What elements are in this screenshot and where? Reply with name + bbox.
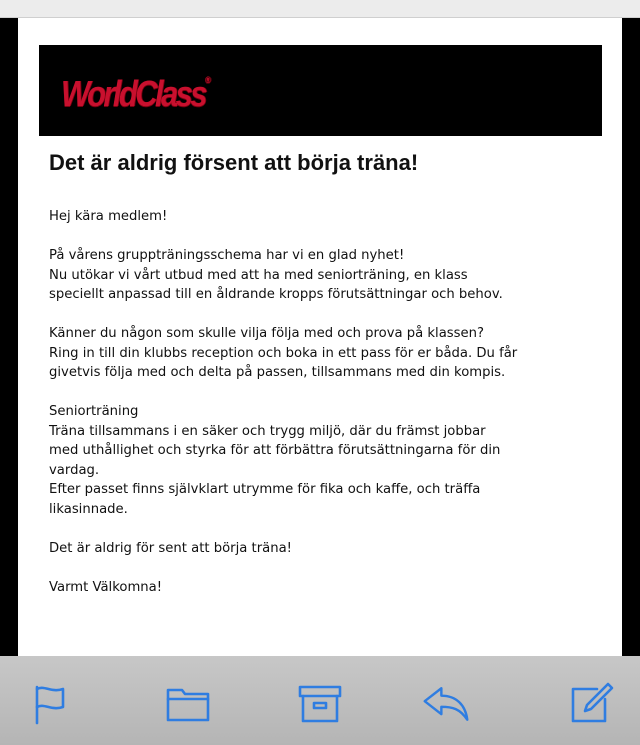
greeting: Hej kära medlem! <box>49 209 168 224</box>
flag-icon <box>29 683 69 725</box>
text-line: vardag. <box>49 462 100 478</box>
top-bar <box>0 0 640 18</box>
folder-icon <box>164 684 212 724</box>
text-line: Träna tillsammans i en säker och trygg miljö, där du främst jobbar <box>49 423 486 439</box>
reply-button[interactable] <box>421 680 471 728</box>
text-line: Ring in till din klubbs reception och boka in ett pass för er båda. Du får <box>49 345 518 361</box>
compose-button[interactable] <box>566 680 616 728</box>
text-line: På vårens gruppträningsschema har vi en glad nyhet! <box>49 248 405 263</box>
text-line: likasinnade. <box>49 501 128 517</box>
text-line: Seniorträning <box>49 404 139 419</box>
move-to-folder-button[interactable] <box>163 680 213 728</box>
text-line: Efter passet finns självklart utrymme för fika och kaffe, och träffa <box>49 482 481 497</box>
paragraph-senior <box>49 402 604 519</box>
text-line: med uthållighet och styrka för att förbättra förutsättningarna för din <box>49 443 501 458</box>
flag-button[interactable] <box>24 680 74 728</box>
text-line: Nu utökar vi vårt utbud med att ha med seniorträning, en klass <box>49 267 468 283</box>
paragraph-news <box>49 246 604 305</box>
email-headline: Det är aldrig försent att börja träna! <box>49 150 419 175</box>
signoff: Varmt Välkomna! <box>49 579 163 595</box>
closing-line: Det är aldrig för sent att börja träna! <box>49 540 292 556</box>
email-content <box>18 18 622 656</box>
reply-icon <box>421 683 471 725</box>
worldclass-logo: WorldClass® <box>61 73 211 114</box>
text-line: Känner du någon som skulle vilja följa med och prova på klassen? <box>49 326 485 341</box>
paragraph-invite <box>49 324 604 383</box>
email-body <box>49 207 604 617</box>
archive-icon <box>297 683 343 725</box>
mail-toolbar <box>0 656 640 745</box>
brand-banner <box>39 45 602 136</box>
compose-icon <box>567 681 615 727</box>
text-line: givetvis följa med och delta på passen, tillsammans med din kompis. <box>49 365 506 380</box>
text-line: speciellt anpassad till en åldrande kropps förutsättningar och behov. <box>49 287 503 302</box>
archive-button[interactable] <box>295 680 345 728</box>
